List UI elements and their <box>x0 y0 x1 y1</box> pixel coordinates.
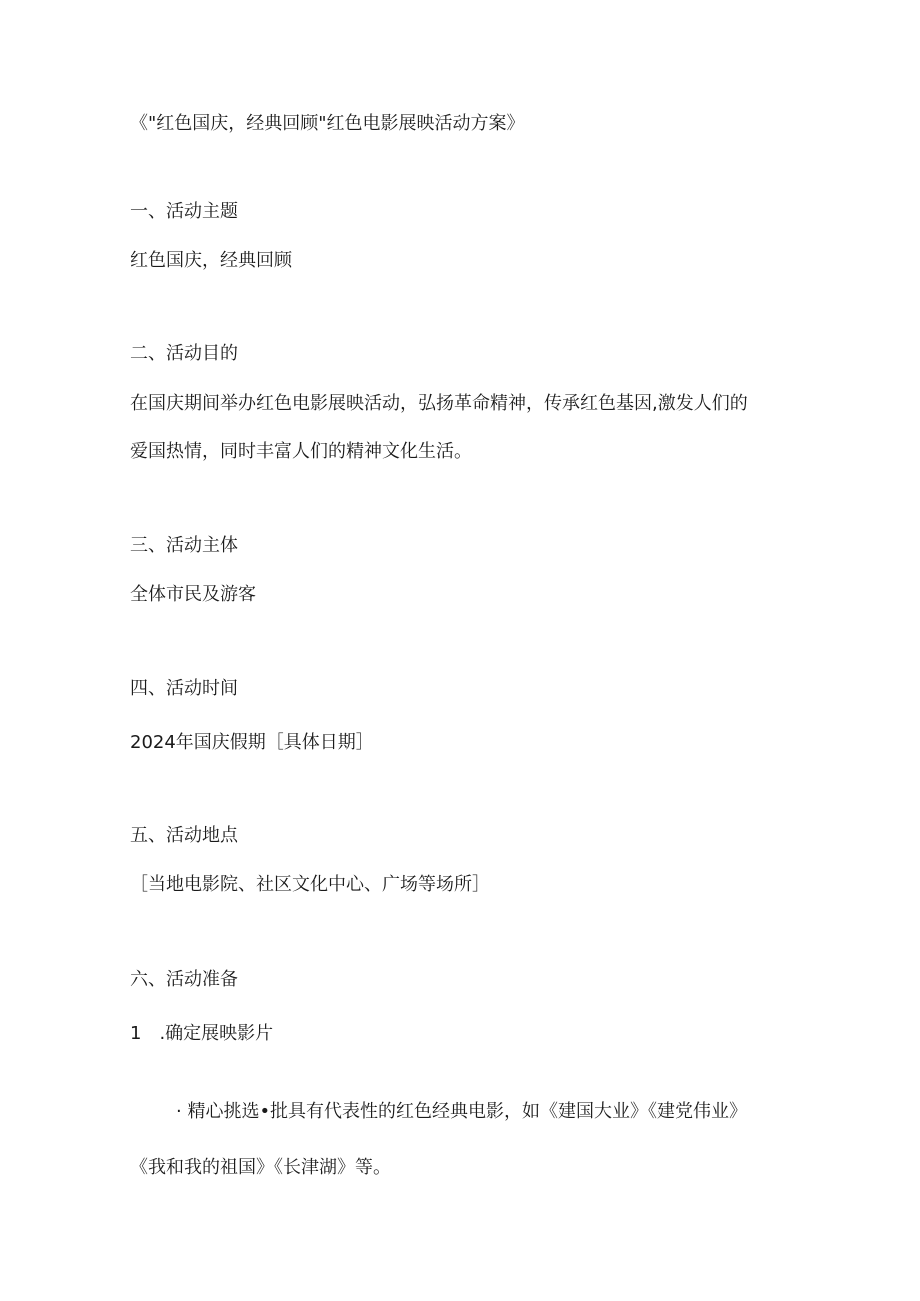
section-heading-theme: 一、活动主题 <box>130 201 238 222</box>
section-body-theme: 红色国庆，经典回顾 <box>130 250 292 271</box>
section-heading-time: 四、活动时间 <box>130 678 238 699</box>
preparation-item1-line2: 《我和我的祖国》《长津湖》等。 <box>130 1157 391 1178</box>
preparation-item1-title: 1 .确定展映影片 <box>130 1023 274 1044</box>
section-heading-subject: 三、活动主体 <box>130 535 238 556</box>
preparation-item1-line1: · 精心挑选•批具有代表性的红色经典电影，如《建国大业》《建党伟业》 <box>176 1101 748 1122</box>
section-body-subject: 全体市民及游客 <box>130 584 256 605</box>
section-body-location: ［当地电影院、社区文化中心、广场等场所］ <box>130 874 490 895</box>
section-body-time: 2024年国庆假期［具体日期］ <box>130 732 374 753</box>
section-body-purpose-line1: 在国庆期间举办红色电影展映活动，弘扬革命精神，传承红色基因,激发人们的 <box>130 393 748 414</box>
section-heading-preparation: 六、活动准备 <box>130 969 238 990</box>
section-heading-purpose: 二、活动目的 <box>130 343 238 364</box>
section-heading-location: 五、活动地点 <box>130 825 238 846</box>
document-title: 《"红色国庆，经典回顾"红色电影展映活动方案》 <box>130 113 525 134</box>
section-body-purpose-line2: 爱国热情，同时丰富人们的精神文化生活。 <box>130 441 472 462</box>
